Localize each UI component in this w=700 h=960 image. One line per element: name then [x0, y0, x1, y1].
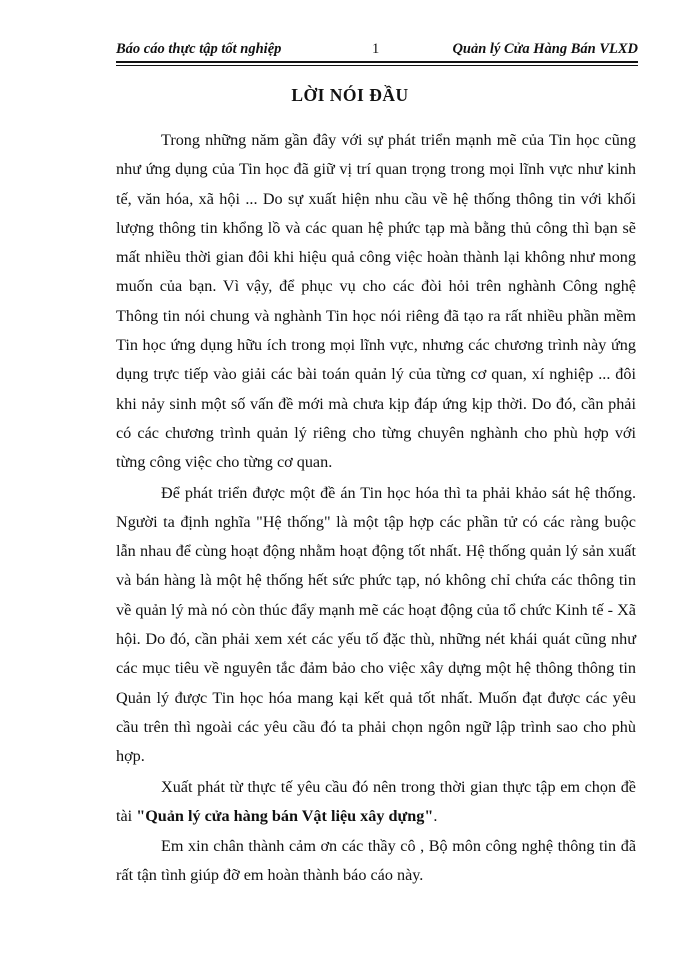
paragraph-1: Trong những năm gần đây với sự phát triển mạnh mẽ của Tin học cũng như ứng dụng của Tin học đã giữ vị trí quan trọng trong mọi lĩnh vực như kinh tế, văn hóa, xã hội ... Do sự xuất hiện nhu cầu về hệ thống thông tin với khối lượng thông tin khổng lồ và các quan hệ phức tạp mà bằng thủ công thì bạn sẽ mất nhiều thời gian đôi khi hiệu quả công việc hoàn thành lại không như mong muốn của bạn. Vì vậy, để phục vụ cho các đòi hỏi trên nghành Công nghệ Thông tin nói chung và nghành Tin học nói riêng đã tạo ra rất nhiều phần mềm Tin học ứng dụng hữu ích trong mọi lĩnh vực, nhưng các chương trình này ứng dụng trực tiếp vào giải các bài toán quản lý của từng cơ quan, xí nghiệp ... đôi khi nảy sinh một số vấn đề mới mà chưa kịp đáp ứng kịp thời. Do đó, cần phải có các chương trình quản lý riêng cho từng chuyên nghành cho phù hợp với từng công việc cho từng cơ quan.	[116, 131, 636, 472]
paragraph-3	[116, 773, 636, 832]
paragraph-3-text: Xuất phát từ thực tế yêu cầu đó nên trong thời gian thực tập em chọn đề tài	[116, 777, 636, 825]
paragraph-4: Em xin chân thành cảm ơn các thầy cô , Bộ môn công nghệ thông tin đã rất tận tình giúp đỡ em hoàn thành báo cáo này.	[116, 837, 636, 885]
section-title: LỜI NÓI ĐẦU	[291, 85, 409, 105]
header-page-number: 1	[372, 41, 380, 57]
document-body	[116, 126, 636, 891]
project-name-bold: "Quản lý cửa hàng bán Vật liệu xây dựng"	[136, 806, 434, 825]
header-project-title: Quản lý Cửa Hàng Bán VLXD	[452, 41, 638, 57]
header-report-title: Báo cáo thực tập tốt nghiệp	[116, 41, 282, 57]
paragraph-3-end: .	[433, 806, 438, 825]
header-rule-thick	[116, 61, 638, 63]
paragraph-2: Để phát triển được một đề án Tin học hóa thì ta phải khảo sát hệ thống. Người ta định nghĩa "Hệ thống" là một tập hợp các phần tử có các ràng buộc lẫn nhau để cùng hoạt động nhằm hoạt động tốt nhất. Hệ thống quản lý sản xuất và bán hàng là một hệ thống hết sức phức tạp, nó không chỉ chứa các thông tin về quản lý mà nó còn thúc đẩy mạnh mẽ các hoạt động của tổ chức Kinh tế - Xã hội. Do đó, cần phải xem xét các yếu tố đặc thù, những nét khái quát cũng như các mục tiêu về nguyên tắc đảm bảo cho việc xây dựng một hệ thông thông tin Quản lý được Tin học hóa mang kại kết quả tốt nhất. Muốn đạt được các yêu cầu trên thì ngoài các yêu cầu đó ta phải chọn ngôn ngữ lập trình sao cho phù hợp.	[116, 483, 636, 766]
header-rule-thin	[116, 65, 638, 66]
page-header	[116, 37, 638, 61]
